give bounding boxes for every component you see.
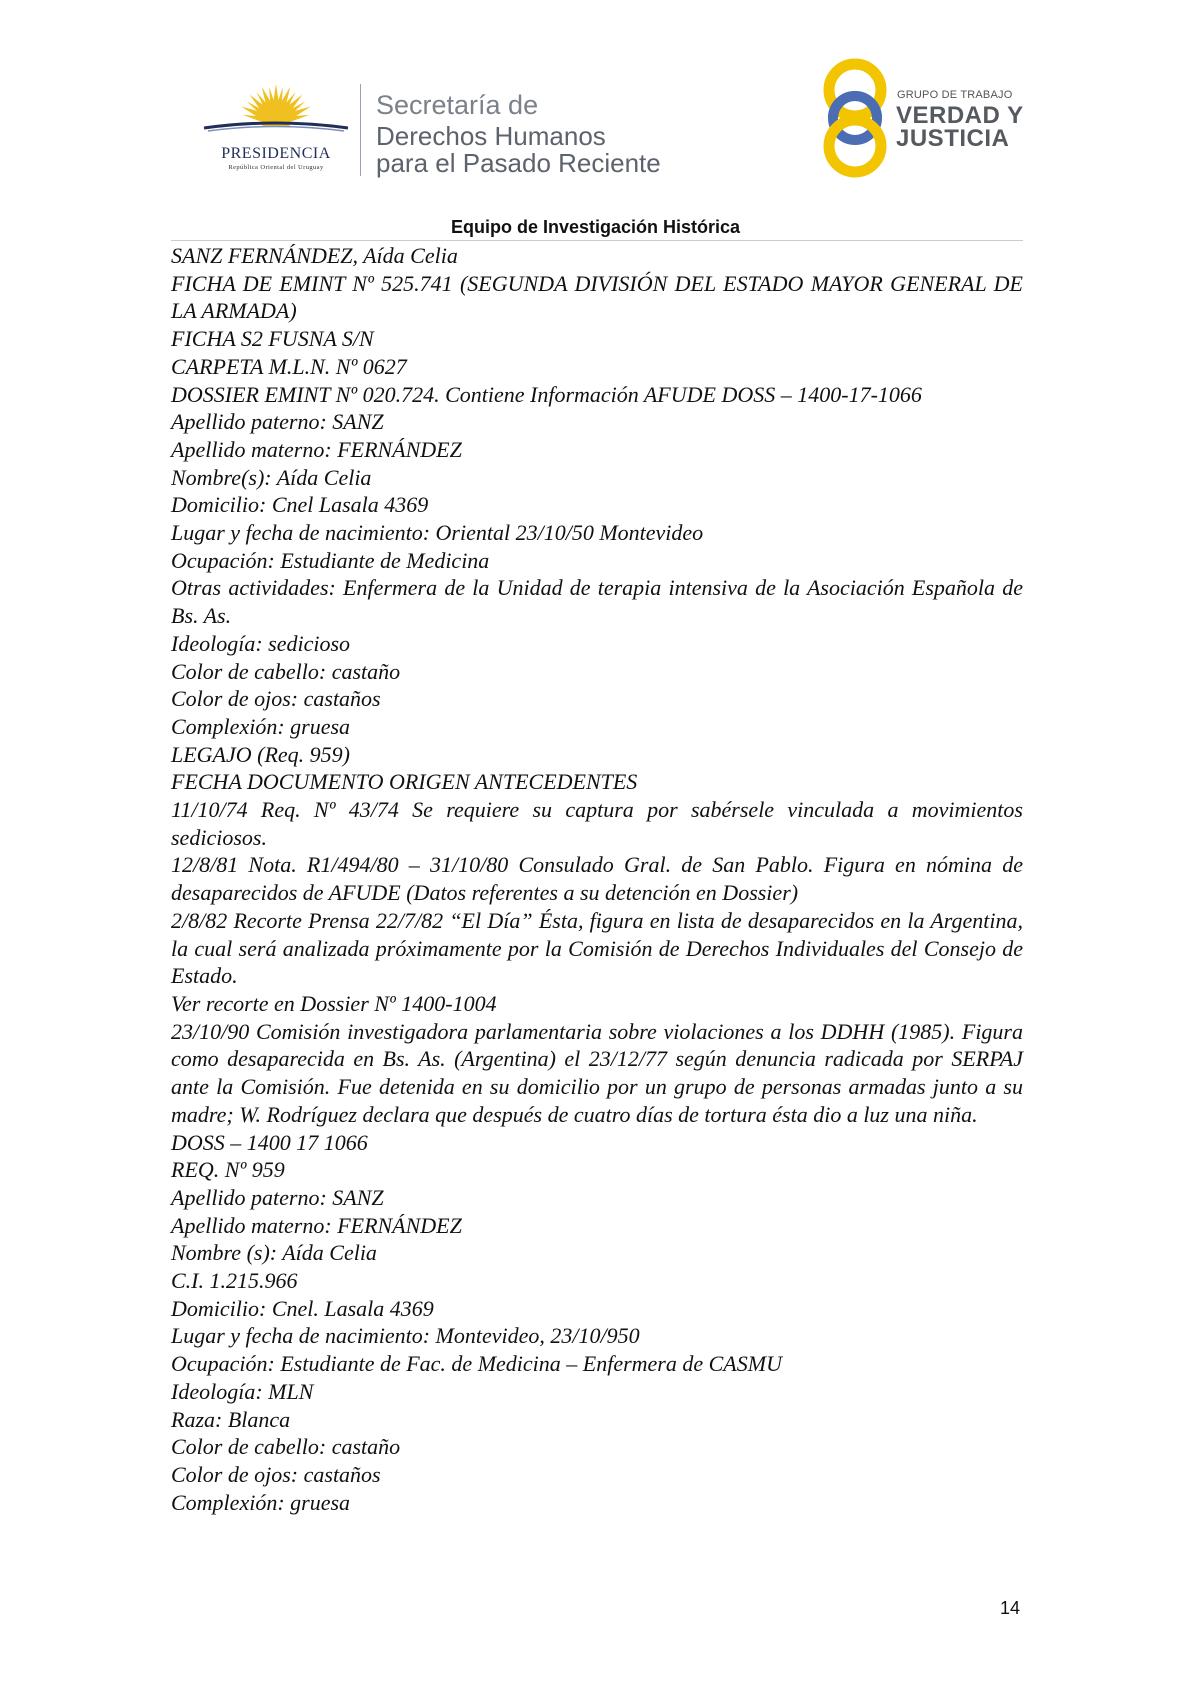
ficha-emint: FICHA DE EMINT Nº 525.741 (SEGUNDA DIVISIÓN DEL ESTADO MAYOR GENERAL DE LA ARMADA) xyxy=(171,270,1023,324)
color-ojos-2: Color de ojos: castaños xyxy=(171,1461,381,1487)
apellido-paterno: Apellido paterno: SANZ xyxy=(171,409,384,435)
document-body xyxy=(171,242,1023,1516)
cedula: C.I. 1.215.966 xyxy=(171,1268,298,1294)
ficha-s2: FICHA S2 FUSNA S/N xyxy=(171,326,374,352)
complexion-2: Complexión: gruesa xyxy=(171,1489,351,1515)
apellido-materno: Apellido materno: FERNÁNDEZ xyxy=(171,436,462,462)
section-heading: Equipo de Investigación Histórica xyxy=(450,217,741,237)
header-divider xyxy=(360,84,361,176)
presidencia-label: PRESIDENCIA xyxy=(221,145,331,162)
ocupacion-2: Ocupación: Estudiante de Fac. de Medicina – Enfermera de CASMU xyxy=(171,1351,782,1377)
nombres-2: Nombre (s): Aída Celia xyxy=(171,1240,377,1266)
presidencia-subtitle: República Oriental del Uruguay xyxy=(228,164,324,171)
otras-actividades: Otras actividades: Enfermera de la Unidad de terapia intensiva de la Asociación Española de Bs. As. xyxy=(171,575,1023,629)
entry-1990: 23/10/90 Comisión investigadora parlamentaria sobre violaciones a los DDHH (1985). Figura como desaparecida en Bs. As. (Argentina) el 23/12/77 según denuncia radicada por SERPAJ ante la Comisión. Fue detenida en su domicilio por un grupo de personas armadas junto a su madre; W. Rodríguez declara que después de cuatro días de tortura ésta dio a luz una niña. xyxy=(171,1018,1023,1127)
fecha-documento-header: FECHA DOCUMENTO ORIGEN ANTECEDENTES xyxy=(171,769,638,795)
domicilio: Domicilio: Cnel Lasala 4369 xyxy=(171,492,429,518)
ideologia-2: Ideología: MLN xyxy=(171,1378,314,1404)
doss: DOSS – 1400 17 1066 xyxy=(171,1129,368,1155)
secretaria-line-3: para el Pasado Reciente xyxy=(376,148,661,178)
domicilio-2: Domicilio: Cnel. Lasala 4369 xyxy=(171,1295,434,1321)
secretaria-line-1: Secretaría de xyxy=(376,90,539,120)
lugar-fecha-nacimiento: Lugar y fecha de nacimiento: Oriental 23/10/50 Montevideo xyxy=(171,520,704,546)
sun-logo-icon xyxy=(196,78,356,178)
dossier-emint: DOSSIER EMINT Nº 020.724. Contiene Información AFUDE DOSS – 1400-17-1066 xyxy=(171,381,922,407)
header-rule xyxy=(171,240,1023,241)
complexion: Complexión: gruesa xyxy=(171,713,351,739)
entry-1982: 2/8/82 Recorte Prensa 22/7/82 “El Día” Ésta, figura en lista de desaparecidos en la Argentina, la cual será analizada próximamente por la Comisión de Derechos Individuales del Consejo de Estado. xyxy=(171,907,1023,989)
lugar-fecha-nacimiento-2: Lugar y fecha de nacimiento: Montevideo, 23/10/950 xyxy=(171,1323,640,1349)
legajo: LEGAJO (Req. 959) xyxy=(171,741,351,767)
gtvj-title-line-1: VERDAD Y xyxy=(896,102,1024,129)
entry-1981: 12/8/81 Nota. R1/494/80 – 31/10/80 Consulado Gral. de San Pablo. Figura en nómina de desaparecidos de AFUDE (Datos referentes a su detención en Dossier) xyxy=(171,852,1023,906)
rings-logo-icon xyxy=(820,56,890,180)
ver-recorte: Ver recorte en Dossier Nº 1400-1004 xyxy=(171,990,497,1016)
gtvj-title-line-2: JUSTICIA xyxy=(896,125,1010,152)
gtvj-subtitle: GRUPO DE TRABAJO xyxy=(897,89,1013,101)
apellido-paterno-2: Apellido paterno: SANZ xyxy=(171,1184,384,1210)
color-cabello-2: Color de cabello: castaño xyxy=(171,1434,401,1460)
req: REQ. Nº 959 xyxy=(171,1157,285,1183)
ocupacion: Ocupación: Estudiante de Medicina xyxy=(171,547,490,573)
color-ojos: Color de ojos: castaños xyxy=(171,686,381,712)
entry-1974: 11/10/74 Req. Nº 43/74 Se requiere su captura por sabérsele vinculada a movimientos sediciosos. xyxy=(171,797,1023,850)
subject-name: SANZ FERNÁNDEZ, Aída Celia xyxy=(171,243,458,268)
color-cabello: Color de cabello: castaño xyxy=(171,658,401,684)
apellido-materno-2: Apellido materno: FERNÁNDEZ xyxy=(171,1212,462,1238)
raza: Raza: Blanca xyxy=(171,1406,291,1432)
secretaria-line-2: Derechos Humanos xyxy=(376,121,606,151)
ideologia: Ideología: sedicioso xyxy=(171,630,351,656)
carpeta-mln: CARPETA M.L.N. Nº 0627 xyxy=(171,353,407,379)
page-number: 14 xyxy=(1000,1598,1021,1618)
nombres: Nombre(s): Aída Celia xyxy=(171,464,372,490)
